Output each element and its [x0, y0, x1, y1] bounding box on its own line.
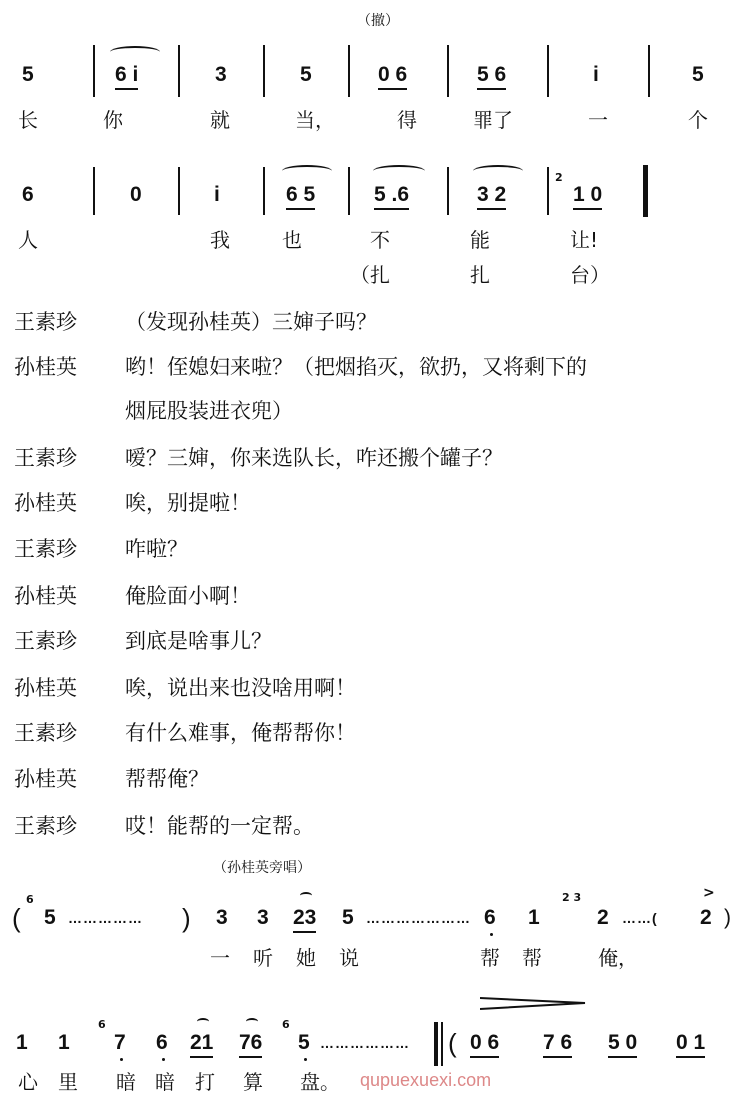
percussion-text: 台）	[570, 263, 610, 287]
line-text: 烟屁股装进衣兜）	[125, 399, 293, 423]
barline	[93, 167, 95, 215]
line-text: 唉，别提啦！	[125, 491, 251, 515]
line-text: 唉，说出来也没啥用啊！	[125, 676, 356, 700]
final-double-barline	[643, 165, 648, 217]
barline	[447, 45, 449, 97]
barline	[93, 45, 95, 97]
note: 1	[16, 1031, 28, 1054]
lyric: 不	[370, 228, 390, 252]
slur	[197, 1018, 209, 1025]
lyric: 让!	[570, 228, 599, 252]
lyric: 人	[18, 228, 38, 252]
note: 7	[114, 1031, 126, 1054]
note: 5	[298, 1031, 310, 1054]
speaker: 王素珍	[14, 721, 77, 745]
percussion-text: （扎	[350, 263, 390, 287]
line-text: 咋啦？	[125, 537, 188, 561]
low-octave-dot	[490, 933, 493, 936]
note: 5	[22, 63, 34, 86]
cue-text: （撤）	[357, 13, 399, 29]
lyric: 得	[397, 108, 417, 132]
note: 6	[484, 906, 496, 929]
barline	[178, 167, 180, 215]
barline	[263, 45, 265, 97]
speaker: 王素珍	[14, 814, 77, 838]
lyric: 也	[282, 228, 302, 252]
barline	[447, 167, 449, 215]
slur	[246, 1018, 258, 1025]
low-octave-dot	[120, 1058, 123, 1061]
lyric: 心	[18, 1070, 38, 1094]
barline	[178, 45, 180, 97]
extension-dots: ……………	[68, 910, 143, 926]
paren: (	[448, 1028, 457, 1058]
lyric: 说	[339, 946, 359, 970]
lyric: 打	[195, 1070, 215, 1094]
note: 5	[692, 63, 704, 86]
line-text: （发现孙桂英）三婶子吗？	[125, 310, 377, 334]
speaker: 孙桂英	[14, 584, 77, 608]
lyric: 能	[470, 228, 490, 252]
note: 2	[597, 906, 609, 929]
speaker: 王素珍	[14, 629, 77, 653]
note: 7 6	[543, 1031, 572, 1058]
grace-note: 2 3	[562, 891, 582, 904]
lyric: 她	[296, 946, 316, 970]
cue-text: （孙桂英旁唱）	[213, 860, 311, 876]
decrescendo-hairpin	[480, 996, 590, 1012]
slur	[473, 165, 523, 177]
note: 6	[156, 1031, 168, 1054]
paren: )	[182, 903, 191, 933]
grace-note: 6	[26, 893, 34, 906]
lyric: 当，	[295, 108, 335, 132]
note: i	[214, 183, 220, 206]
note: 5 0	[608, 1031, 637, 1058]
barline	[348, 167, 350, 215]
low-octave-dot	[162, 1058, 165, 1061]
speaker: 王素珍	[14, 446, 77, 470]
note: 76	[239, 1031, 262, 1058]
lyric: 个	[688, 108, 708, 132]
lyric: 盘。	[300, 1070, 340, 1094]
barline	[348, 45, 350, 97]
low-octave-dot	[304, 1058, 307, 1061]
lyric: 俺，	[598, 946, 638, 970]
barline	[263, 167, 265, 215]
note: 3 2	[477, 183, 506, 210]
note: 21	[190, 1031, 213, 1058]
note: 5 6	[477, 63, 506, 90]
note: 5	[44, 906, 56, 929]
line-text: 有什么难事，俺帮帮你！	[125, 721, 356, 745]
note: 1	[528, 906, 540, 929]
speaker: 孙桂英	[14, 355, 77, 379]
slur	[373, 165, 425, 177]
line-text: 嗳？三婶，你来选队长，咋还搬个罐子？	[125, 446, 503, 470]
grace-note: 6	[282, 1018, 290, 1031]
lyric: 你	[103, 108, 123, 132]
speaker: 孙桂英	[14, 767, 77, 791]
speaker: 王素珍	[14, 537, 77, 561]
note: 3	[216, 906, 228, 929]
paren: )	[724, 906, 731, 929]
extension-dots: ……(	[622, 910, 658, 926]
lyric: 就	[210, 108, 230, 132]
grace-note: 6	[98, 1018, 106, 1031]
note: 3	[257, 906, 269, 929]
note: 0 1	[676, 1031, 705, 1058]
lyric: 听	[253, 946, 273, 970]
note: 0 6	[470, 1031, 499, 1058]
slur	[300, 892, 312, 899]
grace-note: 2	[555, 171, 563, 184]
lyric: 一	[210, 946, 230, 970]
percussion-text: 扎	[470, 263, 490, 287]
lyric: 暗	[116, 1070, 136, 1094]
lyric: 我	[210, 228, 230, 252]
note: 0 6	[378, 63, 407, 90]
note: 6 i	[115, 63, 138, 90]
line-text: 到底是啥事儿？	[125, 629, 272, 653]
note: 2	[700, 906, 712, 929]
extension-dots: ………………	[320, 1035, 410, 1051]
lyric: 里	[58, 1070, 78, 1094]
lyric: 帮	[480, 946, 500, 970]
line-text: 俺脸面小啊！	[125, 584, 251, 608]
note: i	[593, 63, 599, 86]
barline	[547, 45, 549, 97]
note: 1 0	[573, 183, 602, 210]
lyric: 罪了	[473, 108, 513, 132]
paren: (	[12, 903, 21, 933]
note: 1	[58, 1031, 70, 1054]
note: 5 .6	[374, 183, 409, 210]
barline	[547, 167, 549, 215]
note: 5	[300, 63, 312, 86]
lyric: 帮	[522, 946, 542, 970]
barline	[648, 45, 650, 97]
repeat-barline	[441, 1022, 443, 1066]
note: 6	[22, 183, 34, 206]
note: 6 5	[286, 183, 315, 210]
line-text: 帮帮俺？	[125, 767, 209, 791]
lyric: 算	[243, 1070, 263, 1094]
extension-dots: …………………	[366, 910, 471, 926]
line-text: 哎！能帮的一定帮。	[125, 814, 314, 838]
line-text: 哟！侄媳妇来啦？（把烟掐灭，欲扔，又将剩下的	[125, 355, 587, 379]
note: 0	[130, 183, 142, 206]
repeat-barline	[434, 1022, 438, 1066]
watermark: qupuexuexi.com	[360, 1070, 492, 1090]
accent-icon: >	[703, 885, 715, 901]
slur	[110, 46, 160, 58]
speaker: 孙桂英	[14, 676, 77, 700]
speaker: 王素珍	[14, 310, 77, 334]
note: 5	[342, 906, 354, 929]
speaker: 孙桂英	[14, 491, 77, 515]
lyric: 暗	[155, 1070, 175, 1094]
slur	[282, 165, 332, 177]
lyric: 长	[18, 108, 38, 132]
lyric: 一	[588, 108, 608, 132]
note: 23	[293, 906, 316, 933]
note: 3	[215, 63, 227, 86]
